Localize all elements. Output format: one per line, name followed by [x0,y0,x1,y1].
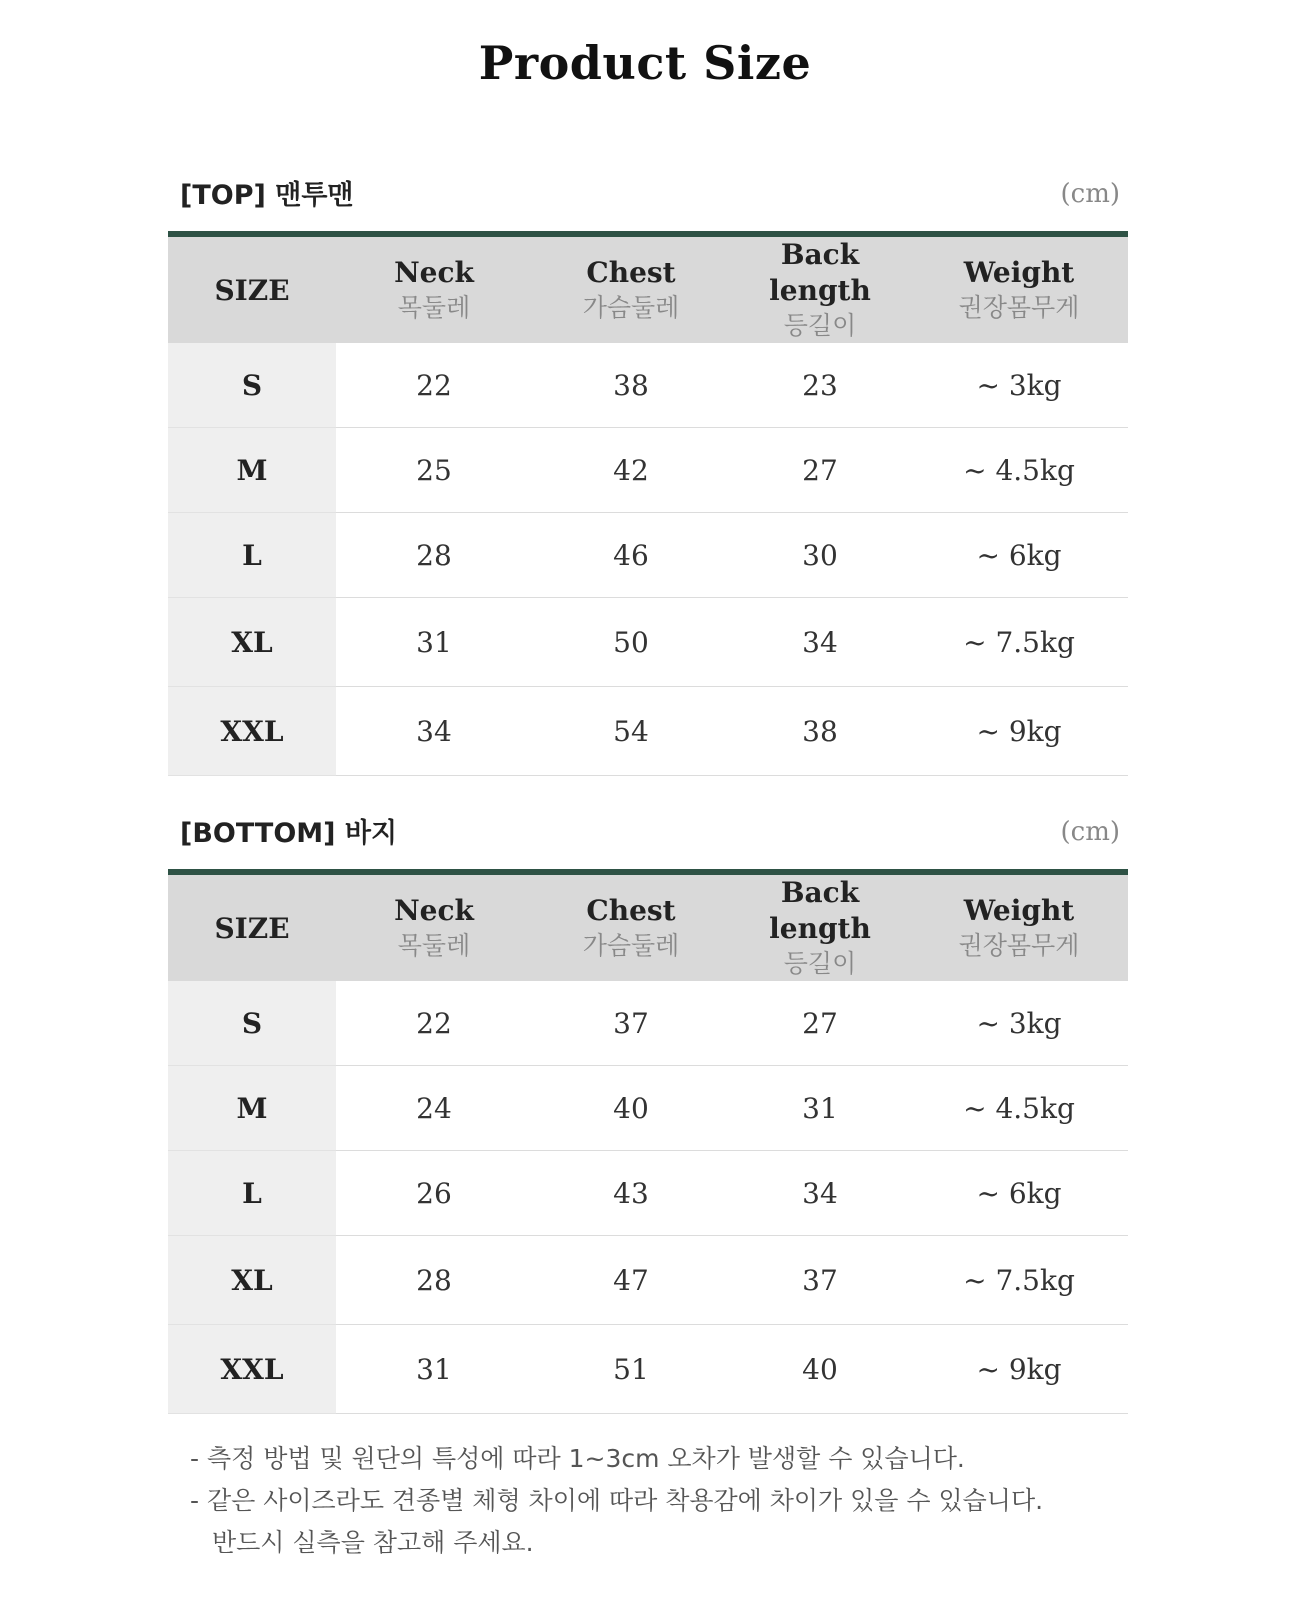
size-cell: M [168,428,336,513]
weight-cell: ~ 6kg [910,513,1128,598]
header-chest-en: Chest [586,894,676,927]
back-length-cell: 38 [730,687,910,776]
size-cell: L [168,513,336,598]
top-size-table [168,231,1128,776]
back-length-cell: 37 [730,1236,910,1325]
size-cell: XL [168,1236,336,1325]
back-length-cell: 27 [730,981,910,1066]
neck-cell: 28 [336,1236,532,1325]
header-chest [532,234,730,343]
weight-cell: ~ 6kg [910,1151,1128,1236]
top-size-section [168,165,1128,776]
chest-cell: 54 [532,687,730,776]
size-cell: M [168,1066,336,1151]
neck-cell: 31 [336,1325,532,1414]
bottom-size-section [168,803,1128,1414]
header-back-ko: 등길이 [783,949,857,978]
note-line: 반드시 실측을 참고해 주세요. [212,1528,534,1557]
table-row [168,1236,1128,1325]
header-chest [532,872,730,981]
table-row [168,1066,1128,1151]
table-row [168,598,1128,687]
chest-cell: 37 [532,981,730,1066]
back-length-cell: 34 [730,1151,910,1236]
table-row [168,513,1128,598]
table-row [168,687,1128,776]
header-back-en: Back length [769,238,871,307]
chest-cell: 47 [532,1236,730,1325]
chest-cell: 42 [532,428,730,513]
header-neck [336,234,532,343]
header-weight [910,872,1128,981]
header-size: SIZE [168,872,336,981]
note-line: - 측정 방법 및 원단의 특성에 따라 1~3cm 오차가 발생할 수 있습니다. [190,1444,965,1473]
size-cell: XL [168,598,336,687]
section-header [168,803,1128,869]
neck-cell: 22 [336,343,532,428]
table-row [168,1151,1128,1236]
header-neck [336,872,532,981]
header-weight-ko: 권장몸무게 [958,931,1080,960]
weight-cell: ~ 7.5kg [910,598,1128,687]
chest-cell: 51 [532,1325,730,1414]
unit-label: (cm) [1060,817,1120,847]
chest-cell: 40 [532,1066,730,1151]
weight-cell: ~ 4.5kg [910,1066,1128,1151]
section-title: [TOP] 맨투맨 [180,180,354,211]
chest-cell: 50 [532,598,730,687]
size-cell: S [168,981,336,1066]
neck-cell: 26 [336,1151,532,1236]
bottom-size-table [168,869,1128,1414]
header-neck-en: Neck [394,894,474,927]
header-back-en: Back length [769,876,871,945]
table-header-row [168,234,1128,343]
header-size: SIZE [168,234,336,343]
size-cell: XXL [168,1325,336,1414]
header-neck-en: Neck [394,256,474,289]
neck-cell: 22 [336,981,532,1066]
header-weight-en: Weight [963,894,1075,927]
table-row [168,428,1128,513]
table-row [168,981,1128,1066]
weight-cell: ~ 3kg [910,343,1128,428]
header-weight-ko: 권장몸무게 [958,293,1080,322]
section-title: [BOTTOM] 바지 [180,818,398,849]
back-length-cell: 27 [730,428,910,513]
weight-cell: ~ 3kg [910,981,1128,1066]
section-header [168,165,1128,231]
header-chest-en: Chest [586,256,676,289]
neck-cell: 28 [336,513,532,598]
weight-cell: ~ 9kg [910,1325,1128,1414]
neck-cell: 24 [336,1066,532,1151]
table-header-row [168,872,1128,981]
header-neck-ko: 목둘레 [397,293,471,322]
back-length-cell: 30 [730,513,910,598]
size-cell: L [168,1151,336,1236]
unit-label: (cm) [1060,179,1120,209]
weight-cell: ~ 7.5kg [910,1236,1128,1325]
note-line: - 같은 사이즈라도 견종별 체형 차이에 따라 착용감에 차이가 있을 수 있습니다. [190,1486,1044,1515]
size-cell: S [168,343,336,428]
neck-cell: 34 [336,687,532,776]
header-neck-ko: 목둘레 [397,931,471,960]
header-weight [910,234,1128,343]
neck-cell: 31 [336,598,532,687]
table-row [168,1325,1128,1414]
header-back-length [730,872,910,981]
back-length-cell: 31 [730,1066,910,1151]
page-title: Product Size [478,36,812,90]
chest-cell: 43 [532,1151,730,1236]
table-row [168,343,1128,428]
header-back-ko: 등길이 [783,311,857,340]
neck-cell: 25 [336,428,532,513]
chest-cell: 38 [532,343,730,428]
notes [190,1438,1043,1564]
header-chest-ko: 가슴둘레 [582,931,680,960]
weight-cell: ~ 4.5kg [910,428,1128,513]
weight-cell: ~ 9kg [910,687,1128,776]
header-weight-en: Weight [963,256,1075,289]
back-length-cell: 23 [730,343,910,428]
back-length-cell: 34 [730,598,910,687]
back-length-cell: 40 [730,1325,910,1414]
chest-cell: 46 [532,513,730,598]
header-back-length [730,234,910,343]
size-cell: XXL [168,687,336,776]
header-chest-ko: 가슴둘레 [582,293,680,322]
